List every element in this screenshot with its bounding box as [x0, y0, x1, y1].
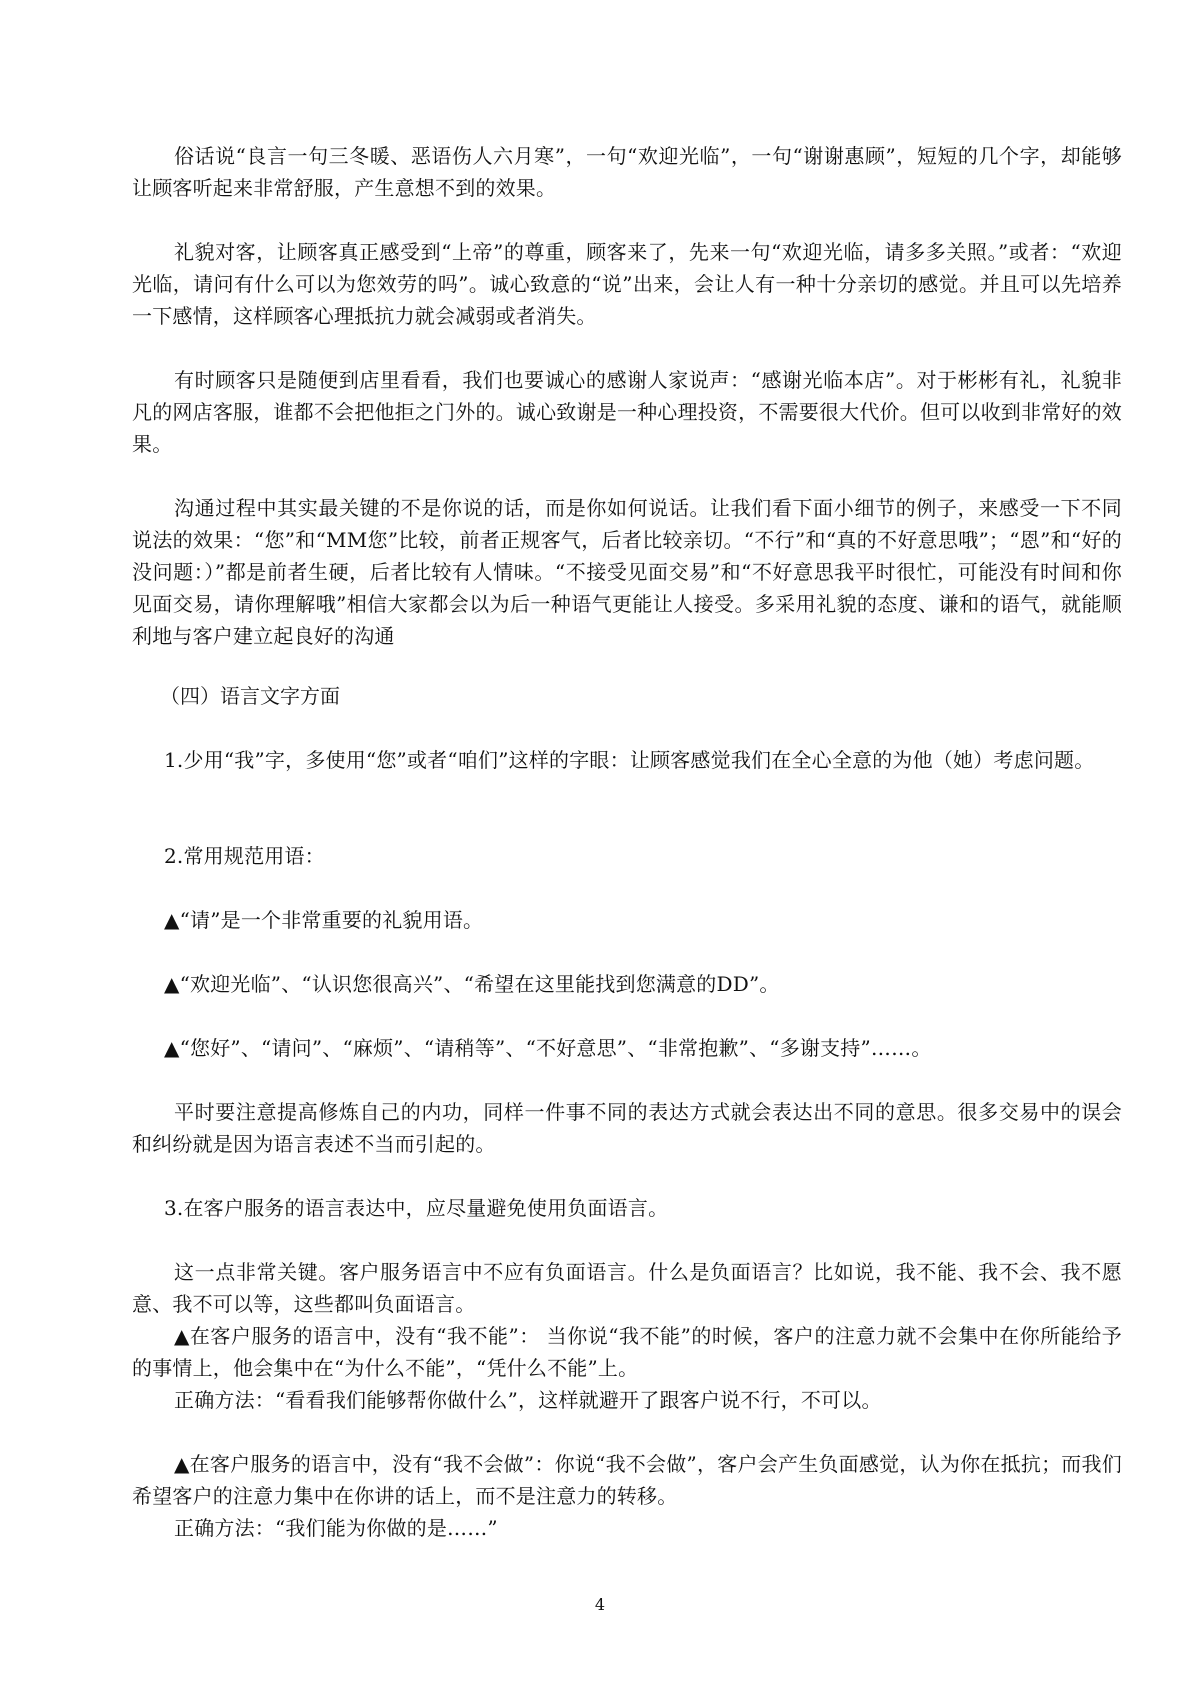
list-item-3: 3.在客户服务的语言表达中，应尽量避免使用负面语言。 — [164, 1196, 669, 1220]
paragraph-cannot: ▲在客户服务的语言中，没有“我不能”： 当你说“我不能”的时候，客户的注意力就不会集中在你所能给予的事情上，他会集中在“为什么不能”，“凭什么不能”上。 — [132, 1324, 1122, 1380]
paragraph-thanks: 有时顾客只是随便到店里看看，我们也要诚心的感谢人家说声：“感谢光临本店”。对于彬彬有礼，礼貌非凡的网店客服，谁都不会把他拒之门外的。诚心致谢是一种心理投资，不需要很大代价。但可以收到非常好的效果。 — [132, 368, 1122, 456]
paragraph-self-improvement: 平时要注意提高修炼自己的内功，同样一件事不同的表达方式就会表达出不同的意思。很多交易中的误会和纠纷就是因为语言表述不当而引起的。 — [132, 1100, 1122, 1156]
paragraph-polite-greeting: 礼貌对客，让顾客真正感受到“上帝”的尊重，顾客来了，先来一句“欢迎光临，请多多关照。”或者：“欢迎光临，请问有什么可以为您效劳的吗”。诚心致意的“说”出来，会让人有一种十分亲切的感觉。并且可以先培养一下感情，这样顾客心理抵抗力就会减弱或者消失。 — [132, 240, 1122, 328]
paragraph-negative-language: 这一点非常关键。客户服务语言中不应有负面语言。什么是负面语言？比如说，我不能、我不会、我不愿意、我不可以等，这些都叫负面语言。 — [132, 1260, 1122, 1316]
section-heading: （四）语言文字方面 — [160, 684, 340, 708]
paragraph-proverb: 俗话说“良言一句三冬暖、恶语伤人六月寒”，一句“欢迎光临”，一句“谢谢惠顾”，短短的几个字，却能够让顾客听起来非常舒服，产生意想不到的效果。 — [132, 144, 1122, 200]
paragraph-correct-method-1: 正确方法：“看看我们能够帮你做什么”，这样就避开了跟客户说不行，不可以。 — [174, 1388, 882, 1412]
bullet-item-3: ▲“您好”、“请问”、“麻烦”、“请稍等”、“不好意思”、“非常抱歉”、“多谢支持”……。 — [164, 1036, 932, 1060]
list-item-2: 2.常用规范用语： — [164, 844, 325, 868]
list-item-1: 1.少用“我”字，多使用“您”或者“咱们”这样的字眼：让顾客感觉我们在全心全意的为他（她）考虑问题。 — [164, 748, 1095, 772]
paragraph-correct-method-2: 正确方法：“我们能为你做的是……” — [174, 1516, 498, 1540]
bullet-item-2: ▲“欢迎光临”、“认识您很高兴”、“希望在这里能找到您满意的DD”。 — [164, 972, 780, 996]
paragraph-cannot-do: ▲在客户服务的语言中，没有“我不会做”：你说“我不会做”，客户会产生负面感觉，认为你在抵抗；而我们希望客户的注意力集中在你讲的话上，而不是注意力的转移。 — [132, 1452, 1122, 1508]
paragraph-communication: 沟通过程中其实最关键的不是你说的话，而是你如何说话。让我们看下面小细节的例子，来感受一下不同说法的效果：“您”和“MM您”比较，前者正规客气，后者比较亲切。“不行”和“真的不好意思哦”；“恩”和“好的没问题：）”都是前者生硬，后者比较有人情味。“不接受见面交易”和“不好意思我平时很忙，可能没有时间和你见面交易，请你理解哦”相信大家都会以为后一种语气更能让人接受。多采用礼貌的态度、谦和的语气，就能顺利地与客户建立起良好的沟通 — [132, 496, 1122, 648]
page-number: 4 — [594, 1595, 606, 1614]
bullet-item-1: ▲“请”是一个非常重要的礼貌用语。 — [164, 908, 484, 932]
